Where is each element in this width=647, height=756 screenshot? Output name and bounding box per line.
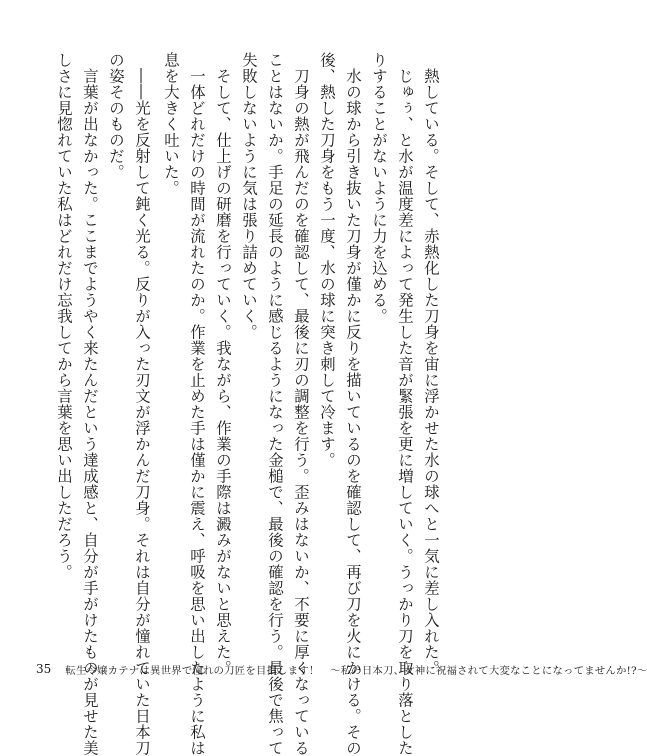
text-column: 熱している。そして、赤熱化した刀身を宙に浮かせた水の球へと一気に差し入れた。 <box>422 52 440 676</box>
text-column: ――光を反射して鈍く光る。反りが入った刃文が浮かんだ刀身。それは自分が憧れていた日本刀 <box>133 52 151 756</box>
running-title: 転生令嬢カテナは異世界で憧れの刀匠を目指します！ ～私の日本刀、女神に祝福されて大変なことになってませんか!?～ <box>65 664 647 677</box>
text-column: そして、仕上げの研磨を行っていく。我ながら、作業の手際は澱みがないと思えた。 <box>214 52 232 676</box>
text-column: じゅぅ、と水が温度差によって発生した音が緊張を更に増していく。うっかり刀を取り落とした <box>396 52 414 756</box>
text-column: 失敗しないように気は張り詰めていく。 <box>240 52 258 340</box>
text-column: の姿そのものだ。 <box>107 52 125 180</box>
text-column: りすることがないように力を込める。 <box>370 52 388 324</box>
text-column: 刀身の熱が飛んだのを確認して、最後に刃の調整を行う。歪みはないか、不要に厚くなっている <box>292 52 310 756</box>
text-column: 後、熱した刀身をもう一度、水の球に突き刺して冷ます。 <box>318 52 336 468</box>
text-column: 水の球から引き抜いた刀身が僅かに反りを描いているのを確認して、再び刀を火にかける。その <box>344 52 362 756</box>
text-column: 一体どれだけの時間が流れたのか。作業を止めた手は僅かに震え、呼吸を思い出したように私は <box>188 52 206 756</box>
page-number: 35 <box>36 662 52 676</box>
text-column: しさに見惚れていた私はどれだけ忘我してから言葉を思い出しただろう。 <box>55 52 73 580</box>
text-column: 言葉が出なかった。ここまでようやく来たんだという達成感と、自分が手がけたものが見せた美 <box>81 52 99 756</box>
text-column: ことはないか。手足の延長のように感じるようになった金槌で、最後の確認を行う。最後で焦って <box>266 52 284 756</box>
page-footer <box>36 660 647 678</box>
text-column: 息を大きく吐いた。 <box>162 52 180 196</box>
